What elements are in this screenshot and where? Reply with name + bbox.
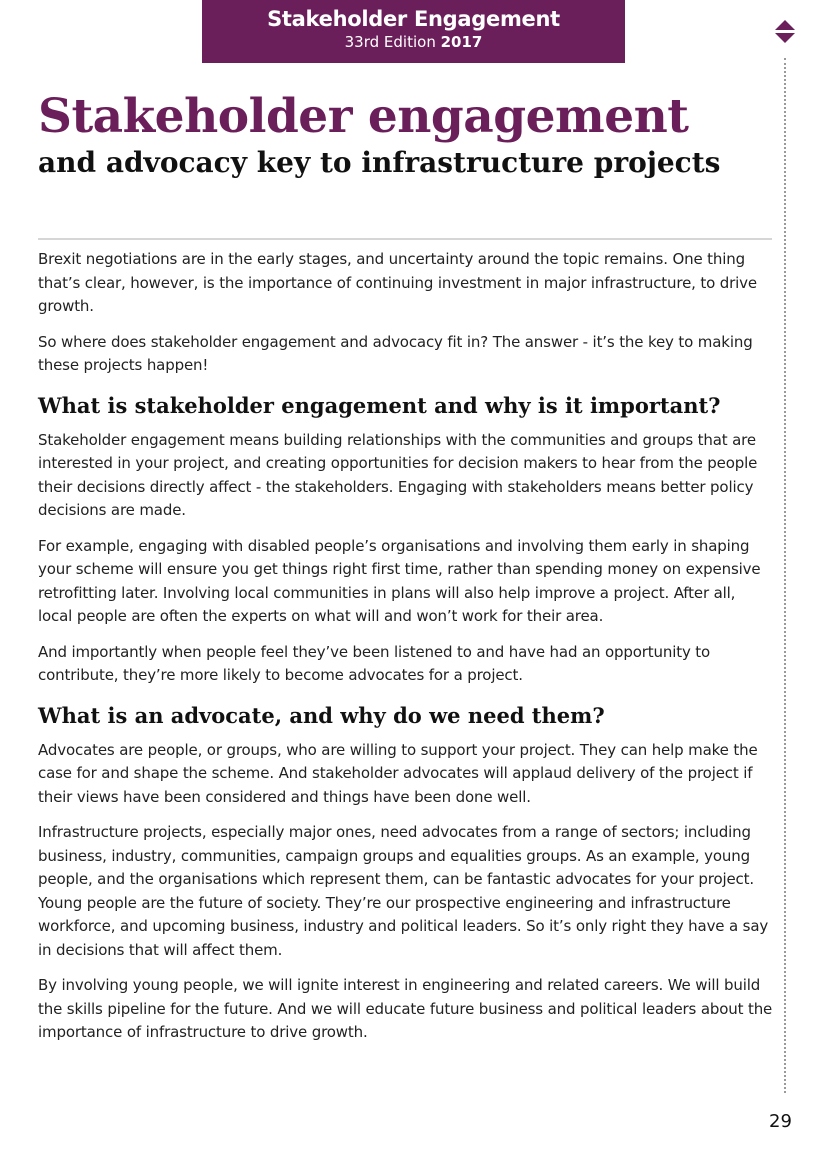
paragraph: Brexit negotiations are in the early stages, and uncertainty around the topic remains. One thing that’s clear, however, is the importance of continuing investment in major infrastructure, to drive growth.	[38, 250, 757, 315]
page-nav	[775, 20, 795, 43]
previous-page-arrow-icon[interactable]	[775, 20, 795, 30]
section-heading: What is an advocate, and why do we need them?	[38, 702, 605, 728]
paragraph: Advocates are people, or groups, who are willing to support your project. They can help make the case for and shape the scheme. And stakeholder advocates will applaud delivery of the project if their views have been considered and things have been done well.	[38, 740, 758, 806]
page-subtitle: and advocacy key to infrastructure projects	[38, 146, 721, 179]
section-heading: What is stakeholder engagement and why is it important?	[38, 392, 721, 418]
edition-year: 2017	[440, 33, 483, 51]
paragraph: By involving young people, we will ignite interest in engineering and related careers. We will build the skills pipeline for the future. And we will educate future business and political leaders about the importance of infrastructure to drive growth.	[38, 976, 773, 1041]
page-title: Stakeholder engagement	[38, 89, 689, 144]
next-page-arrow-icon[interactable]	[775, 33, 795, 43]
paragraph: And importantly when people feel they’ve been listened to and have had an opportunity to contribute, they’re more likely to become advocates for a project.	[38, 642, 711, 684]
side-dotted-rule	[784, 58, 786, 1093]
paragraph: So where does stakeholder engagement and advocacy fit in? The answer - it’s the key to making these projects happen!	[38, 332, 753, 374]
header-banner	[202, 0, 625, 63]
paragraph: Stakeholder engagement means building relationships with the communities and groups that are interested in your project, and creating opportunities for decision makers to hear from the people their decisions directly affect - the stakeholders. Engaging with stakeholders means better policy decisions are made.	[38, 430, 758, 519]
title-divider	[38, 238, 772, 240]
paragraph: For example, engaging with disabled people’s organisations and involving them early in shaping your scheme will ensure you get things right first time, rather than spending money on expensive retrofitting later. Involving local communities in plans will also help improve a project. After all, local people are often the experts on what will and won’t work for their area.	[38, 536, 761, 625]
edition-label: 33rd Edition	[344, 33, 436, 51]
header-edition	[202, 31, 625, 53]
header-title: Stakeholder Engagement	[267, 7, 560, 31]
article-body	[38, 248, 774, 1057]
page-number: 29	[769, 1111, 792, 1132]
paragraph: Infrastructure projects, especially major ones, need advocates from a range of sectors; including business, industry, communities, campaign groups and equalities groups. As an example, young people, and the organisations which represent them, can be fantastic advocates for your project. Young people are the future of society. They’re our prospective engineering and infrastructure workforce, and upcoming business, industry and political leaders. So it’s only right they have a say in decisions that will affect them.	[38, 823, 769, 959]
